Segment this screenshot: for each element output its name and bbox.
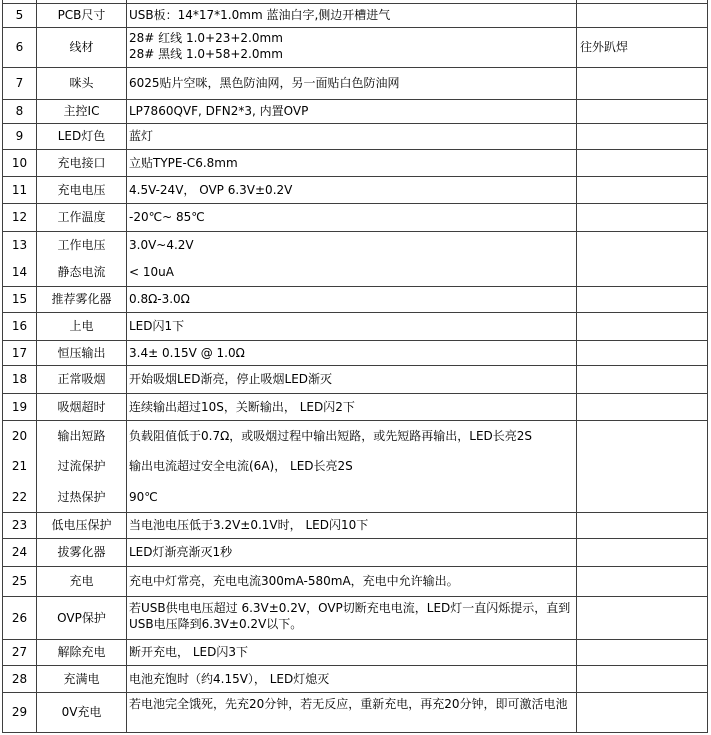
row-description: 90℃ (127, 482, 577, 512)
row-item-label: 正常吸烟 (37, 366, 127, 393)
row-item-label: 拔雾化器 (37, 539, 127, 566)
row-item-label: 充电接口 (37, 150, 127, 176)
table-row-20-22 (3, 421, 707, 513)
row-description: 充电中灯常亮，充电电流300mA-580mA，充电中允许输出。 (127, 567, 577, 596)
row-remark: 往外趴焊 (580, 40, 629, 55)
row-number: 26 (3, 597, 37, 639)
table-row-10 (3, 150, 707, 177)
row-item-label: 解除充电 (37, 640, 127, 665)
row-remark (577, 539, 707, 566)
table-row-23 (3, 513, 707, 539)
table-row-11 (3, 177, 707, 204)
row-item-label: 吸烟超时 (37, 394, 127, 420)
row-description: LP7860QVF, DFN2*3, 内置OVP (127, 100, 577, 123)
row-number: 13 (3, 232, 37, 259)
row-number: 11 (3, 177, 37, 203)
row-item-label: 恒压输出 (37, 341, 127, 365)
row-number: 10 (3, 150, 37, 176)
row-remark (577, 232, 707, 259)
row-number: 5 (3, 4, 37, 27)
row-remark (577, 124, 707, 149)
row-item-label: 充满电 (37, 666, 127, 692)
row-remark (577, 451, 707, 481)
row-remark (577, 693, 707, 732)
row-number: 15 (3, 287, 37, 312)
table-row-29 (3, 693, 707, 733)
row-description: 4.5V-24V， OVP 6.3V±0.2V (127, 177, 577, 203)
row-item-label: 充电电压 (37, 177, 127, 203)
table-row-8 (3, 100, 707, 124)
row-item-label: 工作电压 (37, 232, 127, 259)
row-description: 3.0V~4.2V (127, 232, 577, 259)
row-item-label: 充电 (37, 567, 127, 596)
row-number: 17 (3, 341, 37, 365)
row-description: LED灯渐亮渐灭1秒 (127, 539, 577, 566)
stub-cell (3, 0, 37, 3)
row-description: 若USB供电电压超过 6.3V±0.2V，OVP切断充电电流，LED灯一直闪烁提示，直到USB电压降到6.3V±0.2V以下。 (127, 597, 577, 639)
row-item-label: 静态电流 (37, 259, 127, 286)
row-number: 12 (3, 204, 37, 231)
table-row-18 (3, 366, 707, 394)
table-row-12 (3, 204, 707, 232)
wire-spec-red: 28# 红线 1.0+23+2.0mm (129, 31, 283, 45)
table-row-26 (3, 597, 707, 640)
row-item-label: 输出短路 (37, 421, 127, 451)
row-remark (577, 313, 707, 340)
row-description: 6025贴片空咪，黑色防油网，另一面贴白色防油网 (127, 68, 577, 99)
row-description: 电池充饱时（约4.15V）， LED灯熄灭 (127, 666, 577, 692)
row-description: 若电池完全饿死，先充20分钟，若无反应，重新充电，再充20分钟，即可激活电池 (127, 693, 577, 732)
spec-table (2, 0, 708, 733)
row-remark (577, 666, 707, 692)
row-number: 8 (3, 100, 37, 123)
stub-cell (37, 0, 127, 3)
row-remark (577, 150, 707, 176)
row-number: 19 (3, 394, 37, 420)
table-row-6 (3, 28, 707, 68)
table-row-17 (3, 341, 707, 366)
row-description: 开始吸烟LED渐亮，停止吸烟LED渐灭 (127, 366, 577, 393)
row-number: 9 (3, 124, 37, 149)
row-description: 断开充电， LED闪3下 (127, 640, 577, 665)
row-item-label: 咪头 (37, 68, 127, 99)
row-item-label: PCB尺寸 (37, 4, 127, 27)
row-remark (577, 100, 707, 123)
row-item-label: OVP保护 (37, 597, 127, 639)
table-row-5 (3, 4, 707, 28)
row-number: 6 (3, 28, 37, 67)
row-item-label: 工作温度 (37, 204, 127, 231)
row-number: 28 (3, 666, 37, 692)
row-remark (577, 341, 707, 365)
row-description: 立贴TYPE-C6.8mm (127, 150, 577, 176)
row-description: 当电池电压低于3.2V±0.1V时， LED闪10下 (127, 513, 577, 538)
row-description: 3.4± 0.15V @ 1.0Ω (127, 341, 577, 365)
row-description: 蓝灯 (127, 124, 577, 149)
row-number: 27 (3, 640, 37, 665)
row-remark (577, 394, 707, 420)
row-description: < 10uA (127, 259, 577, 286)
row-description: 0.8Ω-3.0Ω (127, 287, 577, 312)
row-item-label: 过热保护 (37, 482, 127, 512)
row-item-label: 主控IC (37, 100, 127, 123)
table-row-9 (3, 124, 707, 150)
stub-cell (127, 0, 577, 3)
row-number: 14 (3, 259, 37, 286)
row-description: 输出电流超过安全电流(6A)， LED长亮2S (127, 451, 577, 481)
table-row-27 (3, 640, 707, 666)
row-description: LED闪1下 (127, 313, 577, 340)
row-remark (577, 177, 707, 203)
row-description (127, 28, 577, 67)
row-number: 24 (3, 539, 37, 566)
row-number: 7 (3, 68, 37, 99)
row-remark (577, 513, 707, 538)
table-row-15 (3, 287, 707, 313)
table-row-28 (3, 666, 707, 693)
table-row-7 (3, 68, 707, 100)
row-number: 20 (3, 421, 37, 451)
row-remark (577, 482, 707, 512)
row-remark (577, 366, 707, 393)
row-description: USB板：14*17*1.0mm 蓝油白字,侧边开槽进气 (127, 4, 577, 27)
table-row-25 (3, 567, 707, 597)
row-remark (577, 421, 707, 451)
row-number: 16 (3, 313, 37, 340)
row-remark (577, 287, 707, 312)
stub-cell (577, 0, 707, 3)
row-remark (577, 68, 707, 99)
row-item-label: 过流保护 (37, 451, 127, 481)
row-remark (577, 259, 707, 286)
row-item-label: 推荐雾化器 (37, 287, 127, 312)
table-row-13-14 (3, 232, 707, 287)
row-remark (577, 204, 707, 231)
row-number: 18 (3, 366, 37, 393)
row-number: 21 (3, 451, 37, 481)
row-number: 29 (3, 693, 37, 732)
row-description: -20℃~ 85℃ (127, 204, 577, 231)
row-remark (577, 640, 707, 665)
table-row-19 (3, 394, 707, 421)
row-item-label: 0V充电 (37, 693, 127, 732)
table-row-24 (3, 539, 707, 567)
row-item-label: 上电 (37, 313, 127, 340)
row-number: 25 (3, 567, 37, 596)
table-row-16 (3, 313, 707, 341)
row-item-label: LED灯色 (37, 124, 127, 149)
row-item-label: 线材 (37, 28, 127, 67)
row-number: 23 (3, 513, 37, 538)
row-description: 负载阻值低于0.7Ω，或吸烟过程中输出短路，或先短路再输出，LED长亮2S (127, 421, 577, 451)
wire-spec-black: 28# 黑线 1.0+58+2.0mm (129, 47, 283, 62)
row-number: 22 (3, 482, 37, 512)
row-remark (577, 4, 707, 27)
row-remark (577, 567, 707, 596)
row-item-label: 低电压保护 (37, 513, 127, 538)
row-remark (577, 597, 707, 639)
row-description: 连续输出超过10S，关断输出， LED闪2下 (127, 394, 577, 420)
